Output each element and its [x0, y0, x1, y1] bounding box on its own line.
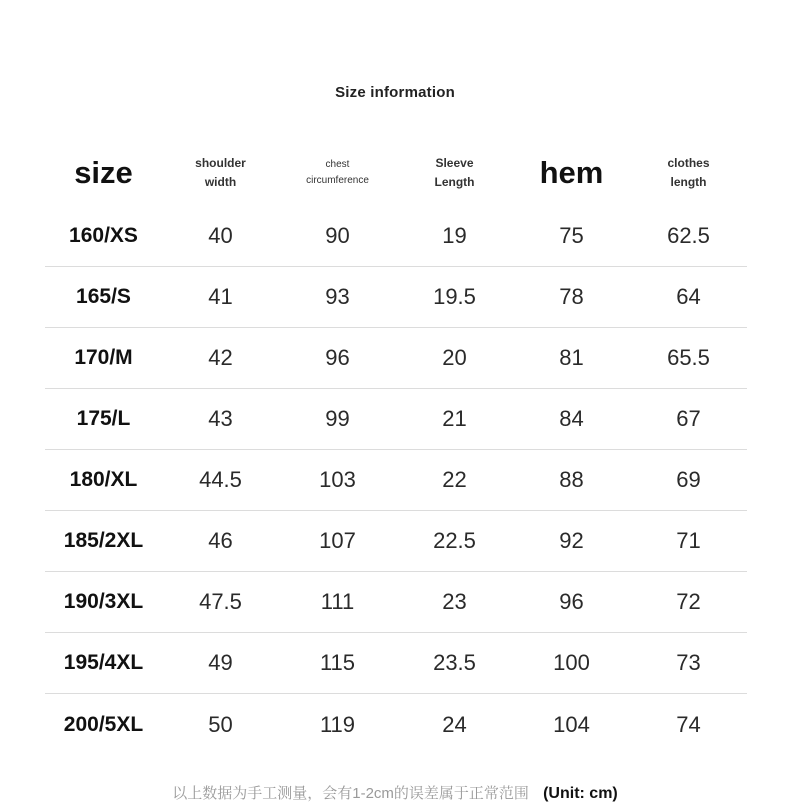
shoulder-width-cell: 41 — [208, 284, 233, 309]
size-cell: 175/L — [76, 407, 131, 430]
chest-cell: 93 — [325, 284, 350, 309]
chest-cell: 99 — [325, 406, 350, 431]
header-chest-circumference: chest circumference — [306, 159, 369, 186]
measurement-disclaimer: 以上数据为手工测量，会有1-2cm的误差属于正常范围 — [172, 785, 529, 802]
size-cell: 190/3XL — [63, 590, 144, 613]
table-header-row — [45, 140, 747, 206]
sleeve-length-cell: 22.5 — [433, 528, 476, 553]
sleeve-length-cell: 20 — [442, 345, 467, 370]
sleeve-length-cell: 24 — [442, 711, 467, 737]
chest-cell: 90 — [325, 223, 350, 248]
table-row — [45, 267, 747, 328]
chest-cell: 111 — [320, 589, 355, 614]
hem-cell: 100 — [553, 650, 590, 675]
hem-cell: 81 — [559, 345, 584, 370]
hem-cell: 104 — [553, 711, 590, 737]
hem-cell: 78 — [559, 284, 584, 309]
hem-cell: 96 — [559, 589, 584, 614]
table-row — [45, 328, 747, 389]
clothes-length-cell: 65.5 — [667, 345, 710, 370]
hem-cell: 92 — [559, 528, 584, 553]
size-cell: 165/S — [76, 285, 131, 308]
header-sleeve-length: Sleeve Length — [434, 156, 475, 189]
table-row — [45, 694, 747, 755]
hem-cell: 88 — [559, 467, 584, 492]
header-shoulder-width: shoulder width — [195, 156, 246, 189]
chest-cell: 115 — [319, 650, 356, 675]
table-row — [45, 572, 747, 633]
table-row — [45, 633, 747, 694]
unit-label: (Unit: cm) — [543, 785, 618, 802]
clothes-length-cell: 73 — [676, 650, 701, 675]
table-row — [45, 511, 747, 572]
hem-cell: 75 — [559, 223, 584, 248]
sleeve-length-cell: 19.5 — [433, 284, 476, 309]
hem-cell: 84 — [559, 406, 584, 431]
sleeve-length-cell: 22 — [442, 467, 467, 492]
shoulder-width-cell: 47.5 — [199, 589, 242, 614]
size-cell: 195/4XL — [63, 651, 144, 674]
size-table — [45, 140, 747, 755]
page-title: Size information — [335, 84, 455, 101]
shoulder-width-cell: 40 — [208, 223, 233, 248]
table-row — [45, 389, 747, 450]
clothes-length-cell: 67 — [676, 406, 701, 431]
shoulder-width-cell: 50 — [208, 711, 233, 737]
sleeve-length-cell: 21 — [442, 406, 467, 431]
footer-note — [0, 782, 790, 803]
size-cell: 185/2XL — [63, 529, 144, 552]
table-row — [45, 450, 747, 511]
clothes-length-cell: 64 — [676, 284, 701, 309]
header-size: size — [74, 155, 133, 190]
size-cell: 160/XS — [69, 224, 138, 247]
sleeve-length-cell: 23.5 — [433, 650, 476, 675]
shoulder-width-cell: 49 — [208, 650, 233, 675]
clothes-length-cell: 72 — [676, 589, 701, 614]
shoulder-width-cell: 46 — [208, 528, 233, 553]
chest-cell: 103 — [319, 467, 356, 492]
chest-cell: 119 — [319, 711, 356, 737]
shoulder-width-cell: 43 — [208, 406, 233, 431]
size-cell: 200/5XL — [63, 712, 144, 736]
header-clothes-length: clothes length — [667, 156, 710, 189]
shoulder-width-cell: 42 — [208, 345, 233, 370]
clothes-length-cell: 69 — [676, 467, 701, 492]
chest-cell: 107 — [319, 528, 356, 553]
clothes-length-cell: 62.5 — [667, 223, 710, 248]
shoulder-width-cell: 44.5 — [199, 467, 242, 492]
clothes-length-cell: 74 — [676, 711, 701, 737]
chest-cell: 96 — [325, 345, 350, 370]
sleeve-length-cell: 23 — [442, 589, 467, 614]
header-hem: hem — [539, 155, 604, 190]
size-cell: 170/M — [74, 346, 133, 369]
table-row — [45, 206, 747, 267]
sleeve-length-cell: 19 — [442, 223, 467, 248]
clothes-length-cell: 71 — [676, 528, 701, 553]
size-cell: 180/XL — [69, 468, 138, 491]
